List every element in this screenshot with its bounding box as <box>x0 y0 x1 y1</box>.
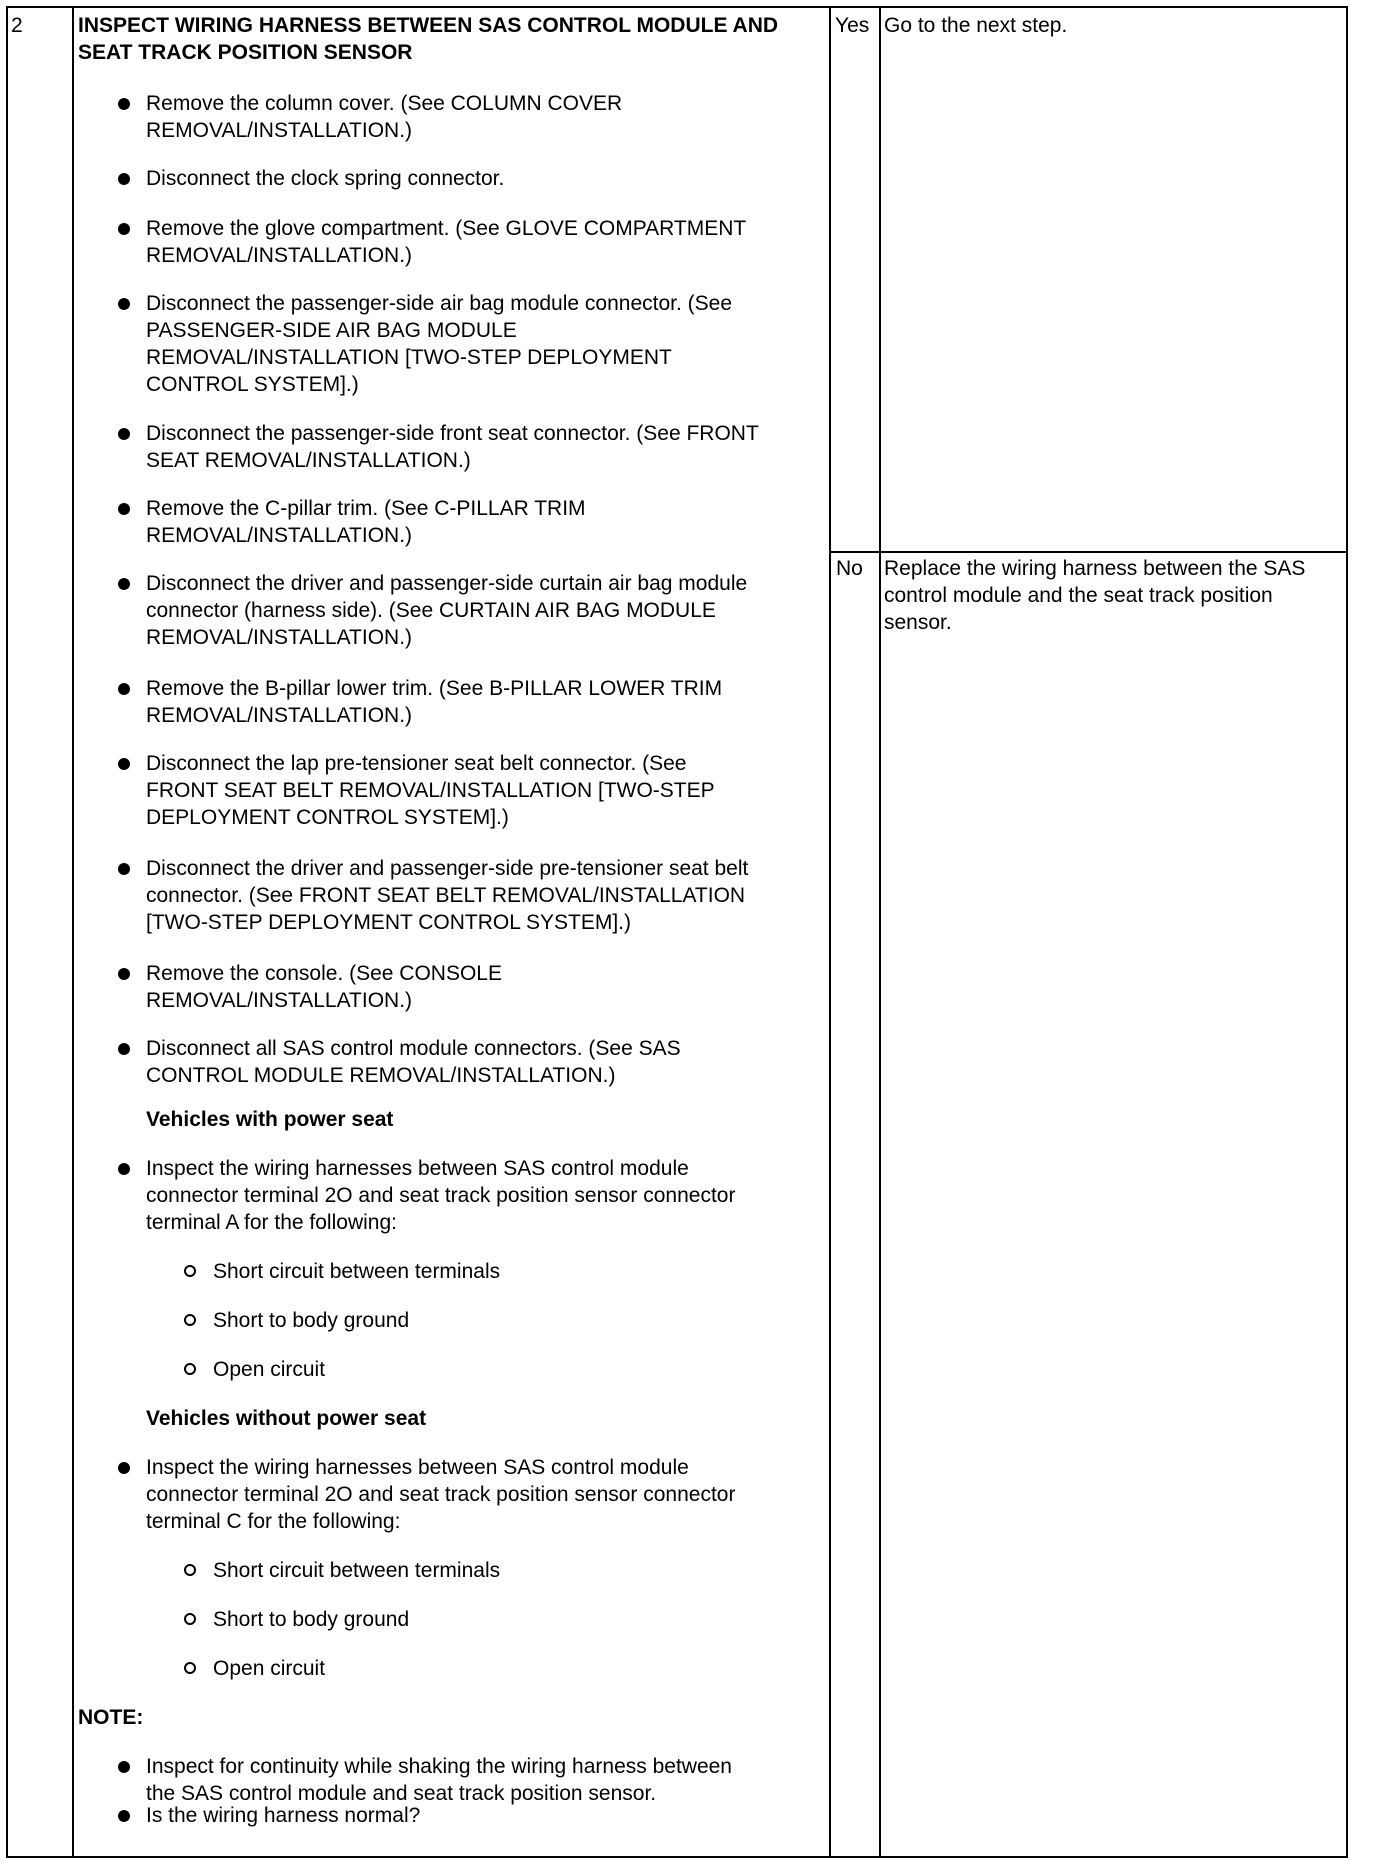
procedure-item-line: FRONT SEAT BELT REMOVAL/INSTALLATION [TWO-STEP <box>146 779 715 802</box>
step-title-line: INSPECT WIRING HARNESS BETWEEN SAS CONTROL MODULE AND <box>78 14 779 37</box>
procedure-item-line: CONTROL SYSTEM].) <box>146 373 359 396</box>
no-power-seat-heading: Vehicles without power seat <box>146 1407 427 1430</box>
bullet-icon <box>118 863 130 875</box>
procedure-item-line: REMOVAL/INSTALLATION.) <box>146 119 413 142</box>
procedure-item-line: REMOVAL/INSTALLATION.) <box>146 704 413 727</box>
procedure-item <box>146 495 586 549</box>
bullet-icon <box>118 298 130 310</box>
procedure-item-line: REMOVAL/INSTALLATION.) <box>146 524 413 547</box>
check-item: Short circuit between terminals <box>213 1559 501 1582</box>
check-item: Open circuit <box>213 1657 326 1680</box>
procedure-item-line: Remove the console. (See CONSOLE <box>146 962 502 985</box>
bullet-icon <box>118 223 130 235</box>
procedure-item-line: Remove the B-pillar lower trim. (See B-PILLAR LOWER TRIM <box>146 677 723 700</box>
procedure-item-line: DEPLOYMENT CONTROL SYSTEM].) <box>146 806 509 829</box>
procedure-item-line: connector (harness side). (See CURTAIN AIR BAG MODULE <box>146 599 716 622</box>
result-no-action <box>884 555 1305 636</box>
result-no-label: No <box>836 557 863 580</box>
bullet-icon <box>118 173 130 185</box>
column-divider <box>72 6 74 1858</box>
procedure-item-line: REMOVAL/INSTALLATION.) <box>146 626 413 649</box>
procedure-item-line: Remove the C-pillar trim. (See C-PILLAR TRIM <box>146 497 586 520</box>
result-row-divider <box>829 551 1348 553</box>
procedure-item <box>146 90 622 144</box>
procedure-item <box>146 165 504 192</box>
procedure-item <box>146 570 747 651</box>
procedure-item-line: Disconnect the lap pre-tensioner seat belt connector. (See <box>146 752 687 775</box>
procedure-item-line: REMOVAL/INSTALLATION.) <box>146 244 413 267</box>
procedure-item-line: CONTROL MODULE REMOVAL/INSTALLATION.) <box>146 1064 616 1087</box>
result-yes-label: Yes <box>835 14 870 37</box>
procedure-item-line: Remove the glove compartment. (See GLOVE COMPARTMENT <box>146 217 747 240</box>
procedure-item-line: REMOVAL/INSTALLATION.) <box>146 989 413 1012</box>
procedure-item <box>146 960 502 1014</box>
procedure-item-line: Disconnect the passenger-side front seat connector. (See FRONT <box>146 422 759 445</box>
result-no-action-line: control module and the seat track position <box>884 584 1273 607</box>
check-item: Short to body ground <box>213 1309 410 1332</box>
procedure-item-line: Disconnect all SAS control module connectors. (See SAS <box>146 1037 681 1060</box>
circle-bullet-icon <box>184 1613 196 1625</box>
circle-bullet-icon <box>184 1564 196 1576</box>
column-divider <box>829 6 831 1858</box>
result-no-action-line: sensor. <box>884 611 952 634</box>
instruction-line: terminal C for the following: <box>146 1510 401 1533</box>
procedure-item-line: connector. (See FRONT SEAT BELT REMOVAL/INSTALLATION <box>146 884 746 907</box>
instruction-line: terminal A for the following: <box>146 1211 397 1234</box>
procedure-item <box>146 855 748 936</box>
procedure-item-line: Disconnect the clock spring connector. <box>146 167 505 190</box>
procedure-item-line: REMOVAL/INSTALLATION [TWO-STEP DEPLOYMENT <box>146 346 672 369</box>
bullet-icon <box>118 578 130 590</box>
note-item-line: Inspect for continuity while shaking the wiring harness between <box>146 1755 732 1778</box>
procedure-item-line: Remove the column cover. (See COLUMN COVER <box>146 92 623 115</box>
bullet-icon <box>118 968 130 980</box>
instruction-line: Inspect the wiring harnesses between SAS control module <box>146 1456 689 1479</box>
instruction-line: connector terminal 2O and seat track position sensor connector <box>146 1483 736 1506</box>
procedure-item-line: PASSENGER-SIDE AIR BAG MODULE <box>146 319 517 342</box>
step-title-line: SEAT TRACK POSITION SENSOR <box>78 41 413 64</box>
column-divider <box>879 6 881 1858</box>
procedure-item <box>146 420 759 474</box>
bullet-icon <box>118 503 130 515</box>
circle-bullet-icon <box>184 1363 196 1375</box>
power-seat-heading: Vehicles with power seat <box>146 1108 394 1131</box>
circle-bullet-icon <box>184 1265 196 1277</box>
procedure-item <box>146 1035 681 1089</box>
no-power-seat-instruction <box>146 1454 735 1535</box>
procedure-item <box>146 215 746 269</box>
note-item-line: Is the wiring harness normal? <box>146 1804 421 1827</box>
bullet-icon <box>118 683 130 695</box>
circle-bullet-icon <box>184 1662 196 1674</box>
circle-bullet-icon <box>184 1314 196 1326</box>
procedure-item-line: SEAT REMOVAL/INSTALLATION.) <box>146 449 471 472</box>
bullet-icon <box>118 1761 130 1773</box>
power-seat-instruction <box>146 1155 735 1236</box>
instruction-line: Inspect the wiring harnesses between SAS control module <box>146 1157 689 1180</box>
bullet-icon <box>118 98 130 110</box>
check-item: Short to body ground <box>213 1608 410 1631</box>
bullet-icon <box>118 1043 130 1055</box>
procedure-item-line: [TWO-STEP DEPLOYMENT CONTROL SYSTEM].) <box>146 911 631 934</box>
bullet-icon <box>118 1163 130 1175</box>
instruction-line: connector terminal 2O and seat track position sensor connector <box>146 1184 736 1207</box>
note-item-line: the SAS control module and seat track position sensor. <box>146 1782 657 1805</box>
procedure-item <box>146 750 715 831</box>
result-no-action-line: Replace the wiring harness between the SAS <box>884 557 1306 580</box>
procedure-item-line: Disconnect the passenger-side air bag module connector. (See <box>146 292 733 315</box>
bullet-icon <box>118 428 130 440</box>
note-item <box>146 1802 420 1829</box>
note-item <box>146 1753 732 1807</box>
bullet-icon <box>118 758 130 770</box>
step-number: 2 <box>11 14 23 37</box>
bullet-icon <box>118 1462 130 1474</box>
result-yes-action: Go to the next step. <box>884 14 1068 37</box>
procedure-item <box>146 290 732 398</box>
check-item: Short circuit between terminals <box>213 1260 501 1283</box>
procedure-item-line: Disconnect the driver and passenger-side curtain air bag module <box>146 572 748 595</box>
procedure-item <box>146 675 722 729</box>
note-label: NOTE: <box>78 1706 144 1729</box>
bullet-icon <box>118 1810 130 1822</box>
procedure-item-line: Disconnect the driver and passenger-side pre-tensioner seat belt <box>146 857 749 880</box>
step-title <box>78 12 778 66</box>
check-item: Open circuit <box>213 1358 326 1381</box>
